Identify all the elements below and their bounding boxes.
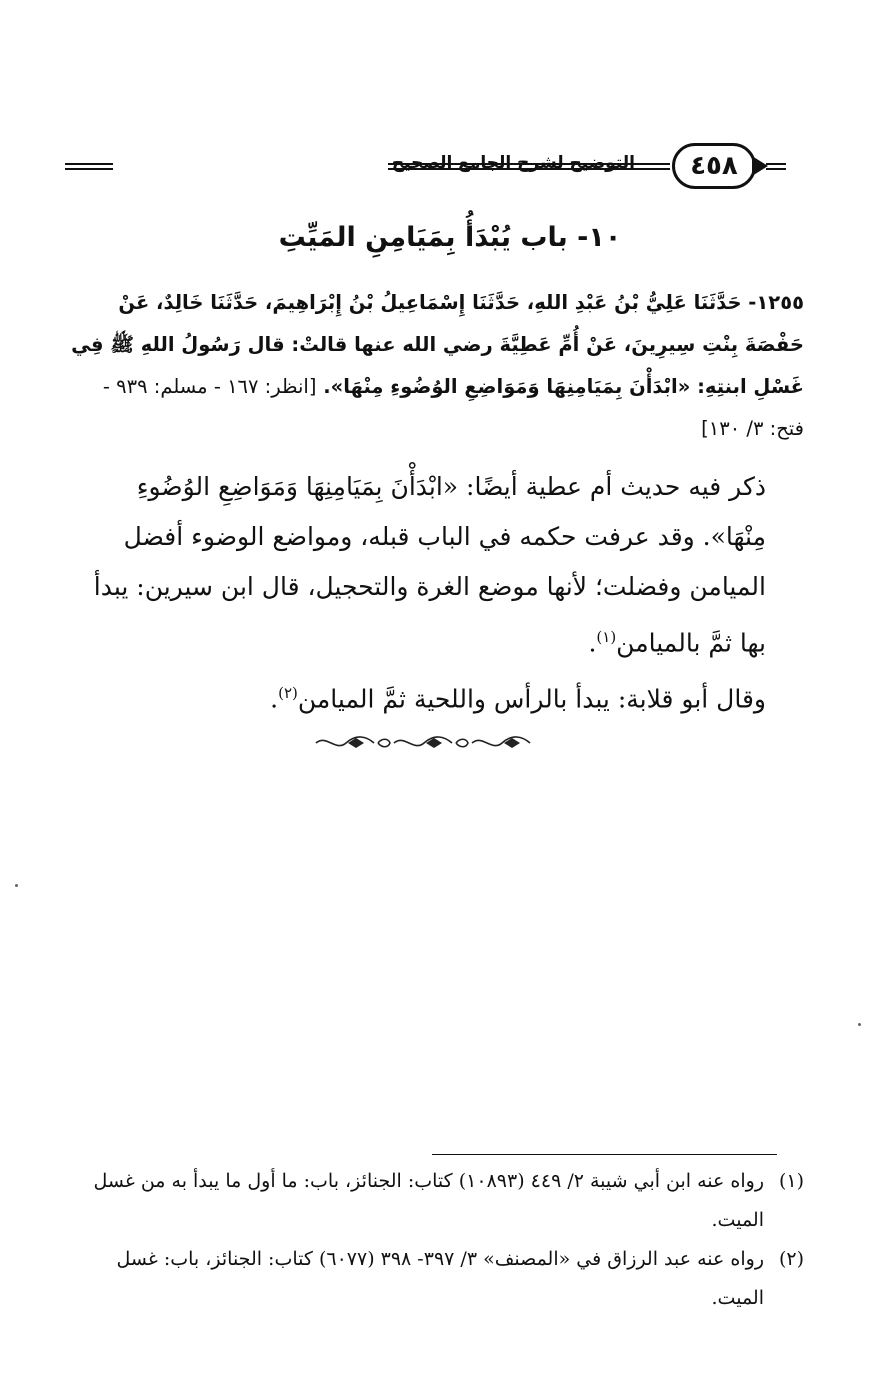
hadith-references: [انظر: ١٦٧ - مسلم: ٩٣٩ - فتح: ٣/ ١٣٠]	[102, 375, 804, 440]
page-speck	[858, 1023, 861, 1026]
footnote-1-text: رواه عنه ابن أبي شيبة ٢/ ٤٤٩ (١٠٨٩٣) كتاب: الجنائز، باب: ما أول ما يبدأ به من غسل الميت.	[93, 1170, 764, 1231]
footnotes	[66, 1162, 804, 1318]
commentary-paragraph-1	[66, 462, 804, 668]
header-rule-middle	[388, 163, 670, 170]
page-speck	[15, 884, 18, 887]
commentary-paragraph-2-end: .	[270, 684, 279, 714]
footnote-1-mark: (١)	[778, 1170, 804, 1192]
commentary-paragraph-2	[66, 668, 804, 724]
footnote-2-mark: (٢)	[778, 1248, 804, 1270]
hadith-text	[66, 282, 804, 450]
header-rule-left	[65, 163, 113, 170]
footnote-2	[66, 1240, 804, 1318]
page-number-frame	[672, 143, 756, 189]
chapter-title: ١٠- باب يُبْدَأُ بِمَيَامِنِ المَيِّتِ	[278, 222, 622, 253]
footnote-2-text: رواه عنه عبد الرزاق في «المصنف» ٣/ ٣٩٧- ٣٩٨ (٦٠٧٧) كتاب: الجنائز، باب: غسل الميت.	[116, 1248, 764, 1309]
footnote-1	[66, 1162, 804, 1240]
hadith-chain: ١٢٥٥- حَدَّثَنَا عَلِيُّ بْنُ عَبْدِ اللهِ، حَدَّثَنَا إِسْمَاعِيلُ بْنُ إِبْرَاهِيمَ، حَدَّثَنَا خَالِدٌ، عَنْ حَفْصَةَ بِنْتِ سِيرِينَ، عَنْ أُمِّ عَطِيَّةَ رضي الله عنها قالتْ: قال رَسُولُ اللهِ ﷺ فِي غَسْلِ ابنتِهِ: «ابْدَأْنَ بِمَيَامِنِهَا وَمَوَاضِعِ الوُضُوءِ مِنْهَا».	[71, 291, 804, 398]
header-book-title: التوضيح لشرح الجامع الصحيح	[391, 153, 635, 173]
header-rule-right	[766, 163, 786, 170]
footnote-ref-1[interactable]: (١)	[596, 628, 617, 646]
section-divider-ornament-icon	[312, 730, 534, 756]
commentary-paragraph-1-end: .	[588, 628, 597, 658]
footnote-ref-2[interactable]: (٢)	[278, 684, 298, 703]
commentary-paragraph-1-text: ذكر فيه حديث أم عطية أيضًا: «ابْدَأْنَ بِمَيَامِنِهَا وَمَوَاضِعِ الوُضُوءِ مِنْهَا». وقد عرفت حكمه في الباب قبله، ومواضع الوضوء أفضل الميامن وفضلت؛ لأنها موضع الغرة والتحجيل، قال ابن سيرين: يبدأ بها ثمَّ بالميامن	[93, 472, 766, 658]
footnote-separator	[432, 1154, 777, 1155]
page-number: ٤٥٨	[672, 143, 756, 189]
commentary-paragraph-2-text: وقال أبو قلابة: يبدأ بالرأس واللحية ثمَّ الميامن	[297, 684, 766, 714]
commentary	[66, 462, 804, 725]
